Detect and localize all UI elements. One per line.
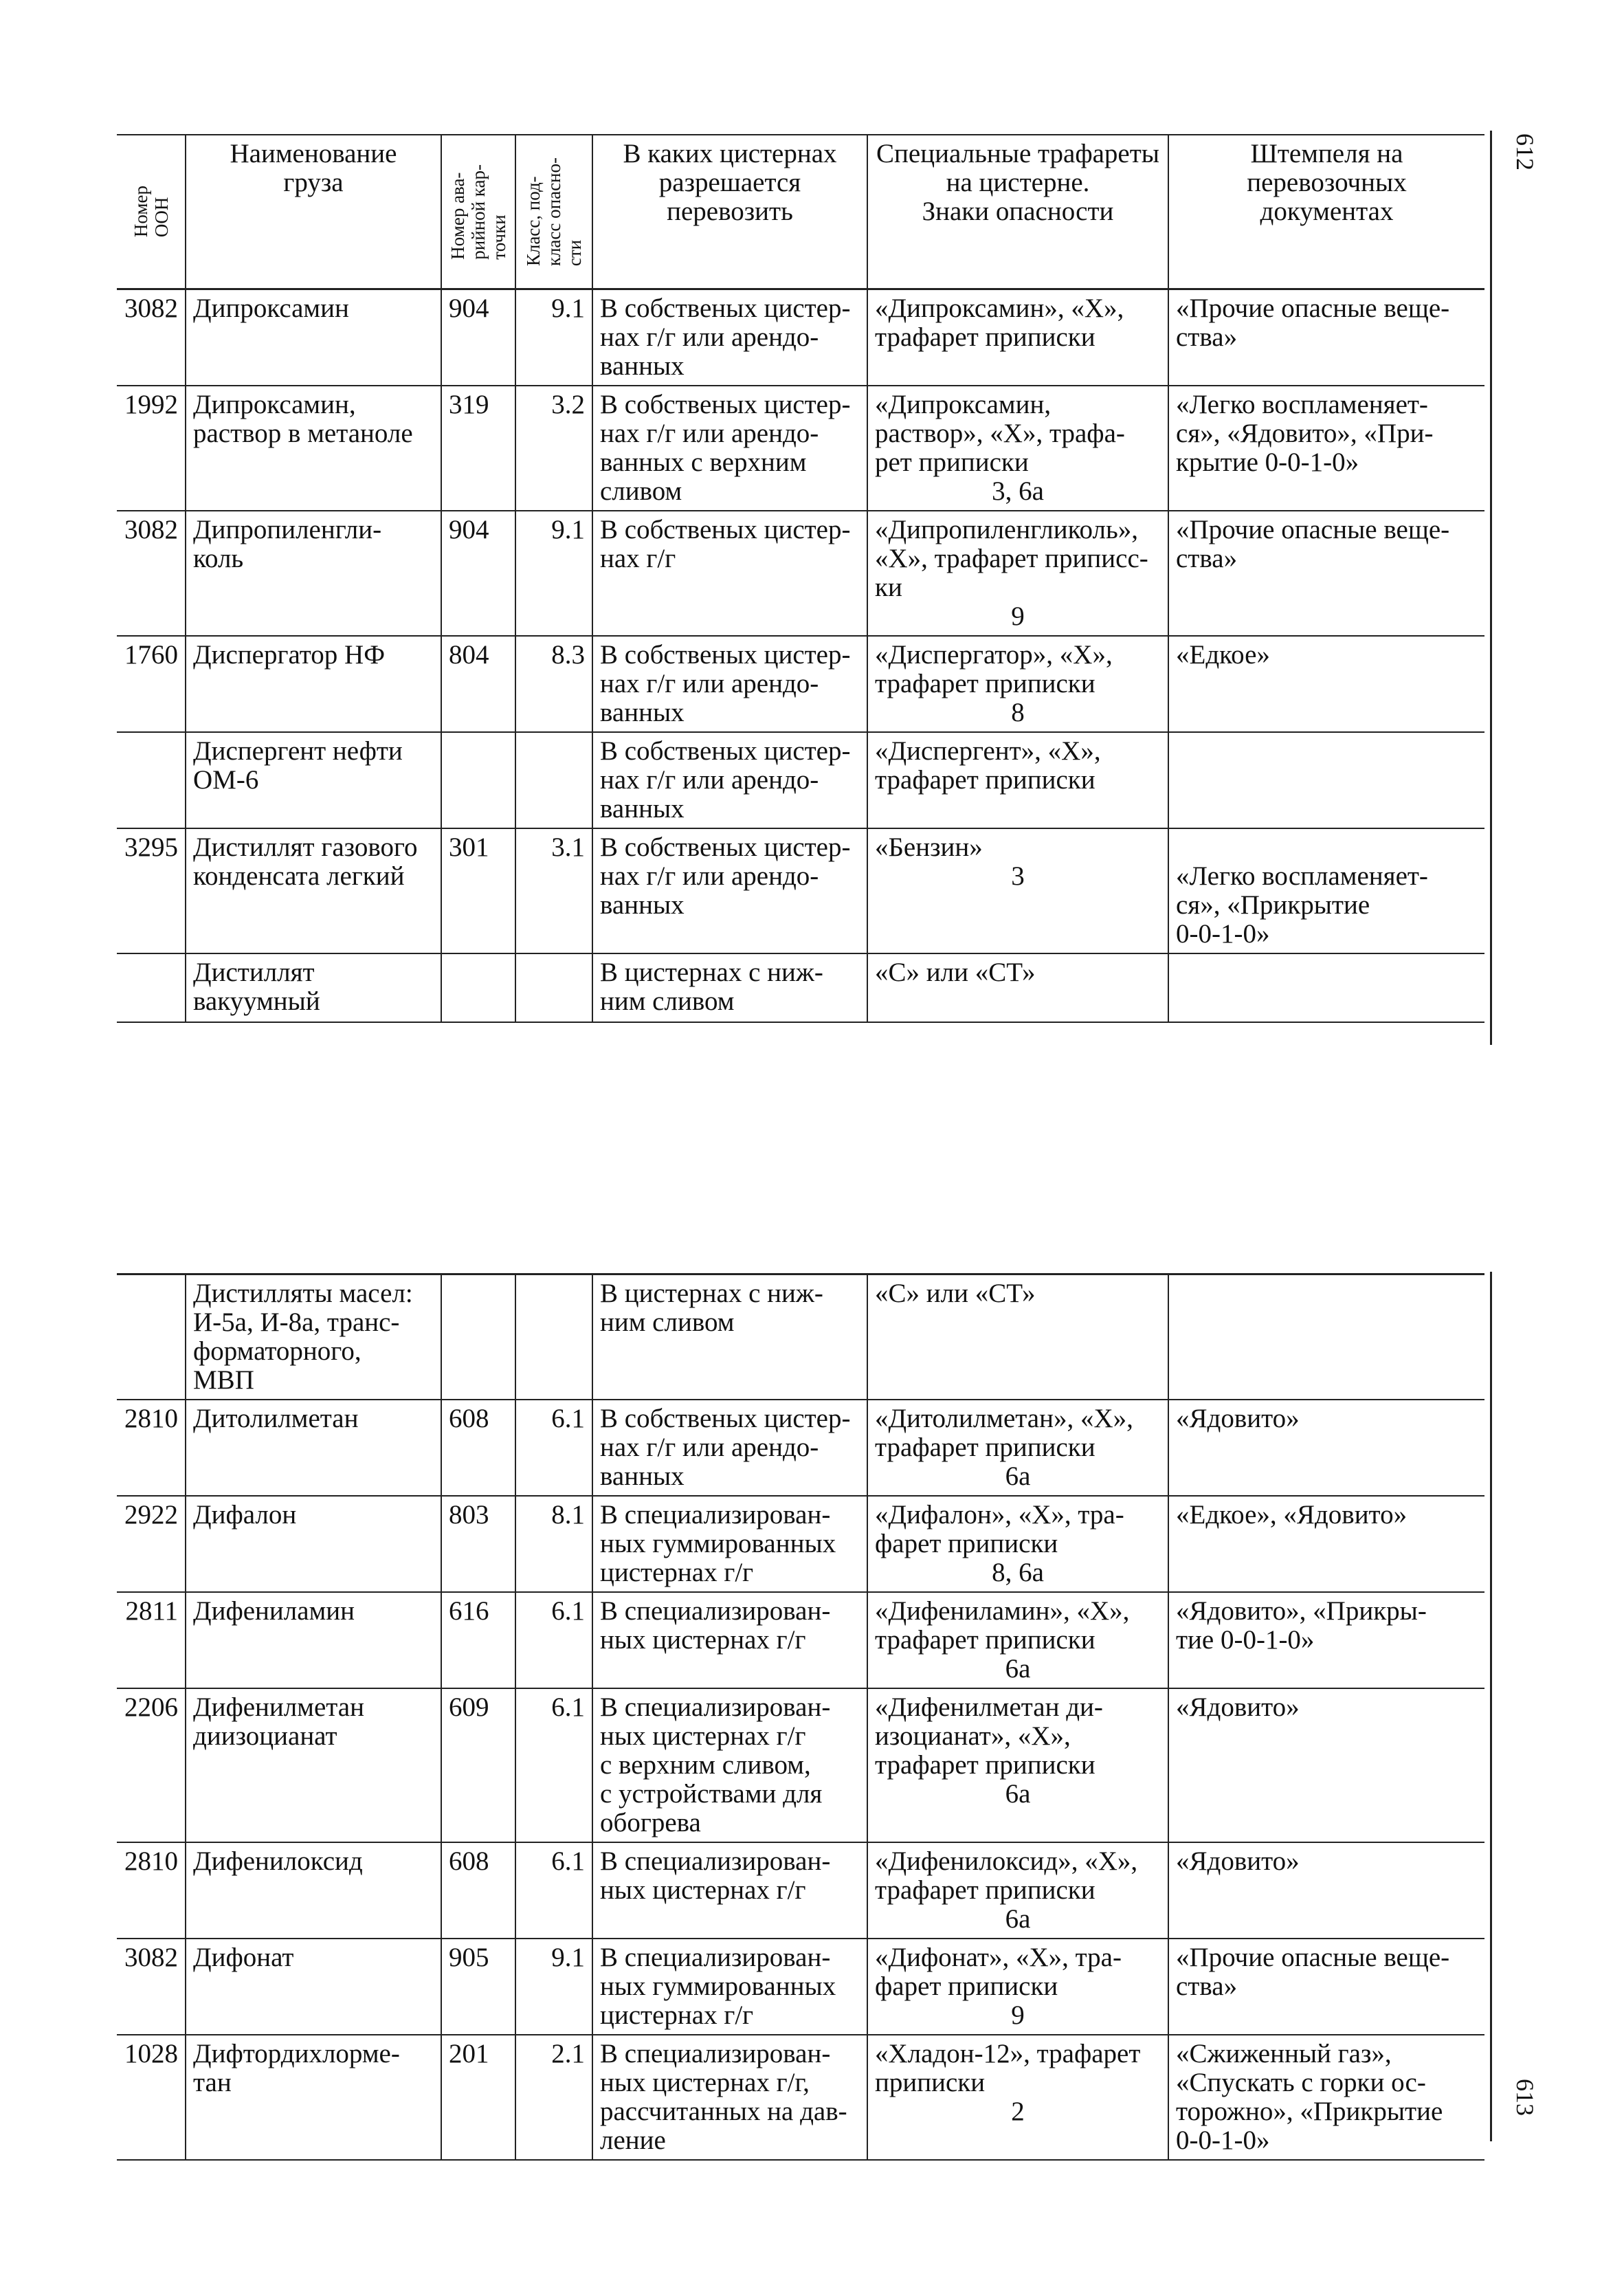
stencil-cell-text: «Дифенилметан ди- изоцианат», «X», трафарет приписки [875, 1692, 1103, 1780]
hazard-sign-number: 2 [1011, 2097, 1025, 2126]
tank-types-cell-text: В собственых цистер- нах г/г или арендо- ванных с верхним сливом [600, 390, 851, 506]
stencil-cell-text: «Дифениламин», «X», трафарет приписки [875, 1596, 1130, 1655]
hazard-class-cell-text: 9.1 [551, 515, 585, 544]
stamp-cell [1168, 511, 1484, 636]
hazard-class-cell-text: 3.2 [551, 390, 585, 419]
stamp-cell-text: «Ядовито», «Прикры- тие 0-0-1-0» [1176, 1596, 1427, 1655]
emergency-card-cell [441, 1688, 515, 1842]
cargo-name-cell [186, 511, 441, 636]
stencil-cell [867, 732, 1168, 828]
stencil-cell-text: «Дифенилоксид», «X», трафарет приписки [875, 1846, 1138, 1905]
cargo-name-cell-text: Дифтордихлорме- тан [193, 2039, 400, 2097]
un-number-cell-text: 3082 [124, 294, 178, 323]
stamp-cell [1168, 1688, 1484, 1842]
hazard-class-cell [515, 511, 592, 636]
cargo-name-cell [186, 1400, 441, 1496]
hazard-class-cell [515, 732, 592, 828]
tank-types-cell [592, 1496, 867, 1592]
tank-types-cell-text: В специализирован- ных цистернах г/г, рассчитанных на дав- ление [600, 2039, 847, 2155]
emergency-card-cell-text: 616 [449, 1596, 489, 1626]
un-number-cell-text: 3082 [124, 1943, 178, 1972]
hazard-class-cell-text: 6.1 [551, 1692, 585, 1722]
emergency-card-cell [441, 1939, 515, 2035]
tank-types-cell [592, 1842, 867, 1939]
emergency-card-cell [441, 636, 515, 732]
un-number-cell-text: 2922 [124, 1500, 178, 1530]
stencil-cell [867, 1400, 1168, 1496]
cargo-name-cell [186, 1842, 441, 1939]
tank-types-cell-text: В собственых цистер- нах г/г [600, 515, 851, 573]
stamp-cell-text: «Ядовито» [1176, 1404, 1300, 1433]
header-emergency-card: Номер ава- рийной кар- точки [441, 135, 515, 289]
un-number-cell-text: 2811 [125, 1596, 178, 1626]
hazard-class-cell-text: 6.1 [551, 1596, 585, 1626]
cargo-name-cell-text: Дифенилоксид [193, 1846, 363, 1876]
stamp-cell [1168, 386, 1484, 511]
table-row [117, 1592, 1484, 1688]
hazard-sign-number: 9 [1011, 601, 1025, 631]
tank-types-cell-text: В цистернах с ниж- ним сливом [600, 1279, 823, 1337]
un-number-cell [117, 1688, 186, 1842]
emergency-card-cell-text: 905 [449, 1943, 489, 1972]
cargo-name-cell [186, 732, 441, 828]
hazard-class-cell [515, 1400, 592, 1496]
cargo-name-cell-text: Диспергент нефти ОМ-6 [193, 736, 403, 795]
stencil-cell-text: «Дифалон», «X», тра- фарет приписки [875, 1500, 1124, 1558]
stencil-cell [867, 1274, 1168, 1400]
un-number-cell [117, 953, 186, 1022]
tank-types-cell [592, 636, 867, 732]
hazard-class-cell-text: 3.1 [551, 832, 585, 862]
stamp-cell-text: «Ядовито» [1176, 1846, 1300, 1876]
stamp-cell [1168, 732, 1484, 828]
table-row [117, 1400, 1484, 1496]
stamp-cell-text: «Прочие опасные веще- ства» [1176, 515, 1450, 573]
stencil-cell-text: «С» или «СТ» [875, 958, 1036, 987]
tank-types-cell-text: В собственых цистер- нах г/г или арендо- ванных [600, 294, 851, 381]
tank-types-cell [592, 2035, 867, 2160]
stencil-cell [867, 386, 1168, 511]
page-number-bottom: 613 [1511, 2079, 1539, 2116]
cargo-name-cell [186, 828, 441, 953]
emergency-card-cell [441, 1592, 515, 1688]
cargo-name-cell-text: Дифалон [193, 1500, 297, 1530]
hazard-class-cell [515, 2035, 592, 2160]
tank-types-cell [592, 289, 867, 386]
un-number-cell [117, 386, 186, 511]
table-row [117, 636, 1484, 732]
tank-types-cell-text: В цистернах с ниж- ним сливом [600, 958, 823, 1016]
header-tank-types: В каких цистернах разрешается перевозить [592, 135, 867, 289]
hazard-sign-number: 6а [1005, 1904, 1031, 1934]
cargo-name-cell [186, 1939, 441, 2035]
hazard-class-cell-text: 8.3 [551, 640, 585, 670]
header-un-number: Номер ООН [117, 135, 186, 289]
hazard-class-cell-text: 8.1 [551, 1500, 585, 1530]
cargo-name-cell-text: Дифенилметан диизоцианат [193, 1692, 364, 1751]
emergency-card-cell [441, 828, 515, 953]
hazard-class-cell [515, 1688, 592, 1842]
table-row [117, 289, 1484, 386]
emergency-card-cell-text: 904 [449, 515, 489, 544]
tank-types-cell-text: В специализирован- ных цистернах г/г [600, 1846, 831, 1905]
stencil-cell [867, 828, 1168, 953]
hazard-class-cell [515, 953, 592, 1022]
hazard-class-cell-text: 9.1 [551, 294, 585, 323]
table-row [117, 1688, 1484, 1842]
hazard-class-cell [515, 828, 592, 953]
table-row [117, 2035, 1484, 2160]
stamp-cell [1168, 2035, 1484, 2160]
table-row [117, 1939, 1484, 2035]
hazard-class-cell [515, 1274, 592, 1400]
emergency-card-cell [441, 1274, 515, 1400]
emergency-card-cell-text: 608 [449, 1404, 489, 1433]
hazard-class-cell-text: 2.1 [551, 2039, 585, 2068]
emergency-card-cell-text: 904 [449, 294, 489, 323]
stencil-cell [867, 1496, 1168, 1592]
hazard-sign-number: 3, 6а [992, 476, 1044, 506]
un-number-cell [117, 1496, 186, 1592]
stamp-cell-text: «Легко воспламеняет- ся», «Ядовито», «При- крытие 0-0-1-0» [1176, 390, 1434, 477]
cargo-name-cell-text: Дистиллят газового конденсата легкий [193, 832, 418, 891]
cargo-name-cell [186, 1688, 441, 1842]
tank-types-cell [592, 386, 867, 511]
stamp-cell [1168, 953, 1484, 1022]
cargo-name-cell [186, 289, 441, 386]
stencil-cell-text: «Бензин» [875, 832, 983, 862]
emergency-card-cell-text: 301 [449, 832, 489, 862]
table-top-body [117, 289, 1484, 1023]
stencil-cell [867, 2035, 1168, 2160]
un-number-cell-text: 1760 [124, 640, 178, 670]
table-row [117, 1496, 1484, 1592]
hazard-sign-number: 6а [1005, 1654, 1031, 1684]
cargo-table-bottom [117, 1273, 1484, 2161]
tank-types-cell [592, 511, 867, 636]
un-number-cell-text: 2206 [124, 1692, 178, 1722]
stamp-cell-text: «Прочие опасные веще- ства» [1176, 1943, 1450, 2001]
hazard-sign-number: 6а [1005, 1461, 1031, 1491]
emergency-card-cell [441, 1496, 515, 1592]
tank-types-cell [592, 1592, 867, 1688]
hazard-sign-number: 3 [1011, 861, 1025, 891]
table-row [117, 732, 1484, 828]
hazard-sign-number: 8, 6а [992, 1558, 1044, 1587]
cargo-name-cell-text: Дистилляты масел: И-5а, И-8а, транс- форматорного, МВП [193, 1279, 413, 1395]
stamp-cell [1168, 828, 1484, 953]
un-number-cell [117, 732, 186, 828]
cargo-table-top [117, 134, 1484, 1023]
cargo-name-cell [186, 386, 441, 511]
emergency-card-cell [441, 732, 515, 828]
un-number-cell-text: 1028 [124, 2039, 178, 2068]
stencil-cell-text: «Дифонат», «X», тра- фарет приписки [875, 1943, 1122, 2001]
un-number-cell-text: 1992 [124, 390, 178, 419]
header-cargo-name: Наименование груза [186, 135, 441, 289]
table-row [117, 511, 1484, 636]
tank-types-cell [592, 1274, 867, 1400]
un-number-cell [117, 511, 186, 636]
stencil-cell-text: «Диспергент», «X», трафарет приписки [875, 736, 1101, 795]
table-row [117, 386, 1484, 511]
cargo-name-cell-text: Дипропиленгли- коль [193, 515, 382, 573]
stamp-cell-text: «Сжиженный газ», «Спускать с горки ос- торожно», «Прикрытие 0-0-1-0» [1176, 2039, 1443, 2155]
emergency-card-cell-text: 608 [449, 1846, 489, 1876]
stamp-cell [1168, 1939, 1484, 2035]
emergency-card-cell-text: 319 [449, 390, 489, 419]
stencil-cell [867, 1688, 1168, 1842]
stamp-cell-text: «Едкое», «Ядовито» [1176, 1500, 1408, 1530]
stencil-cell-text: «Дитолилметан», «X», трафарет приписки [875, 1404, 1133, 1462]
header-hazard-class: Класс, под- класс опасно- сти [515, 135, 592, 289]
tank-types-cell-text: В специализирован- ных цистернах г/г [600, 1596, 831, 1655]
hazard-class-cell [515, 1842, 592, 1939]
cargo-name-cell-text: Дипроксамин [193, 294, 349, 323]
cargo-name-cell [186, 2035, 441, 2160]
stencil-cell [867, 1939, 1168, 2035]
stencil-cell-text: «Дипроксамин, раствор», «X», трафа- рет приписки [875, 390, 1125, 477]
emergency-card-cell [441, 953, 515, 1022]
tank-types-cell [592, 1688, 867, 1842]
hazard-sign-number: 9 [1011, 2000, 1025, 2030]
emergency-card-cell-text: 201 [449, 2039, 489, 2068]
hazard-class-cell [515, 1496, 592, 1592]
stamp-cell [1168, 1496, 1484, 1592]
tank-types-cell [592, 1400, 867, 1496]
un-number-cell [117, 828, 186, 953]
stencil-cell-text: «Диспергатор», «X», трафарет приписки [875, 640, 1113, 698]
stamp-cell-text: «Едкое» [1176, 640, 1270, 670]
un-number-cell-text: 2810 [124, 1404, 178, 1433]
tank-types-cell-text: В специализирован- ных гуммированных цистернах г/г [600, 1500, 836, 1587]
stencil-cell [867, 636, 1168, 732]
header-row [117, 135, 1484, 289]
hazard-class-cell [515, 1939, 592, 2035]
page-number-top: 612 [1511, 133, 1539, 170]
cargo-name-cell [186, 1496, 441, 1592]
cargo-name-cell-text: Дифениламин [193, 1596, 355, 1626]
hazard-class-cell [515, 289, 592, 386]
tank-types-cell-text: В собственых цистер- нах г/г или арендо- ванных [600, 640, 851, 727]
cargo-name-cell-text: Дитолилметан [193, 1404, 359, 1433]
hazard-class-cell-text: 6.1 [551, 1846, 585, 1876]
hazard-class-cell [515, 636, 592, 732]
stencil-cell-text: «С» или «СТ» [875, 1279, 1036, 1308]
stencil-cell [867, 1592, 1168, 1688]
cargo-name-cell-text: Диспергатор НФ [193, 640, 386, 670]
hazard-sign-number: 8 [1011, 698, 1025, 727]
table-row [117, 1274, 1484, 1400]
stencil-cell-text: «Дипроксамин», «X», трафарет приписки [875, 294, 1124, 352]
emergency-card-cell [441, 2035, 515, 2160]
un-number-cell-text: 3295 [124, 832, 178, 862]
hazard-class-cell-text: 9.1 [551, 1943, 585, 1972]
stencil-cell [867, 1842, 1168, 1939]
tank-types-cell-text: В специализирован- ных цистернах г/г с верхним сливом, с устройствами для обогрева [600, 1692, 831, 1837]
stamp-cell [1168, 1842, 1484, 1939]
cargo-name-cell-text: Дипроксамин, раствор в метаноле [193, 390, 413, 448]
tank-types-cell-text: В собственых цистер- нах г/г или арендо- ванных [600, 1404, 851, 1491]
tank-types-cell-text: В собственых цистер- нах г/г или арендо- ванных [600, 736, 851, 824]
stamp-cell [1168, 1400, 1484, 1496]
stamp-cell [1168, 1592, 1484, 1688]
right-rule-top [1490, 131, 1492, 1045]
tank-types-cell [592, 828, 867, 953]
un-number-cell [117, 289, 186, 386]
hazard-sign-number: 6а [1005, 1779, 1031, 1809]
table-bottom-body [117, 1274, 1484, 2161]
un-number-cell [117, 1400, 186, 1496]
header-stamps: Штемпеля на перевозочных документах [1168, 135, 1484, 289]
cargo-name-cell [186, 1592, 441, 1688]
emergency-card-cell [441, 1400, 515, 1496]
emergency-card-cell [441, 386, 515, 511]
cargo-name-cell-text: Дистиллят вакуумный [193, 958, 320, 1016]
header-stencils: Специальные трафареты на цистерне. Знаки опасности [867, 135, 1168, 289]
emergency-card-cell [441, 511, 515, 636]
stencil-cell [867, 953, 1168, 1022]
table-row [117, 828, 1484, 953]
cargo-name-cell [186, 953, 441, 1022]
stamp-cell-text: «Ядовито» [1176, 1692, 1300, 1722]
tank-types-cell-text: В собственых цистер- нах г/г или арендо- ванных [600, 832, 851, 920]
table-row [117, 953, 1484, 1022]
un-number-cell-text: 2810 [124, 1846, 178, 1876]
tank-types-cell [592, 1939, 867, 2035]
stamp-cell [1168, 1274, 1484, 1400]
hazard-class-cell [515, 1592, 592, 1688]
tank-types-cell [592, 953, 867, 1022]
stamp-cell [1168, 636, 1484, 732]
table-row [117, 1842, 1484, 1939]
un-number-cell [117, 2035, 186, 2160]
tank-types-cell-text: В специализирован- ных гуммированных цистернах г/г [600, 1943, 836, 2030]
un-number-cell [117, 1842, 186, 1939]
cargo-name-cell [186, 636, 441, 732]
emergency-card-cell [441, 289, 515, 386]
stamp-cell [1168, 289, 1484, 386]
cargo-name-cell-text: Дифонат [193, 1943, 294, 1972]
emergency-card-cell-text: 803 [449, 1500, 489, 1530]
emergency-card-cell [441, 1842, 515, 1939]
un-number-cell [117, 1592, 186, 1688]
stencil-cell-text: «Хладон-12», трафарет приписки [875, 2039, 1141, 2097]
right-rule-bottom [1490, 1272, 1492, 2141]
emergency-card-cell-text: 609 [449, 1692, 489, 1722]
un-number-cell [117, 1939, 186, 2035]
emergency-card-cell-text: 804 [449, 640, 489, 670]
stencil-cell [867, 289, 1168, 386]
un-number-cell [117, 1274, 186, 1400]
cargo-name-cell [186, 1274, 441, 1400]
stamp-cell-text: «Прочие опасные веще- ства» [1176, 294, 1450, 352]
tank-types-cell [592, 732, 867, 828]
hazard-class-cell-text: 6.1 [551, 1404, 585, 1433]
hazard-class-cell [515, 386, 592, 511]
stencil-cell [867, 511, 1168, 636]
un-number-cell-text: 3082 [124, 515, 178, 544]
stamp-cell-text: «Легко воспламеняет- ся», «Прикрытие 0-0-1-0» [1176, 861, 1428, 949]
un-number-cell [117, 636, 186, 732]
stencil-cell-text: «Дипропиленгликоль», «X», трафарет приписс- ки [875, 515, 1148, 602]
